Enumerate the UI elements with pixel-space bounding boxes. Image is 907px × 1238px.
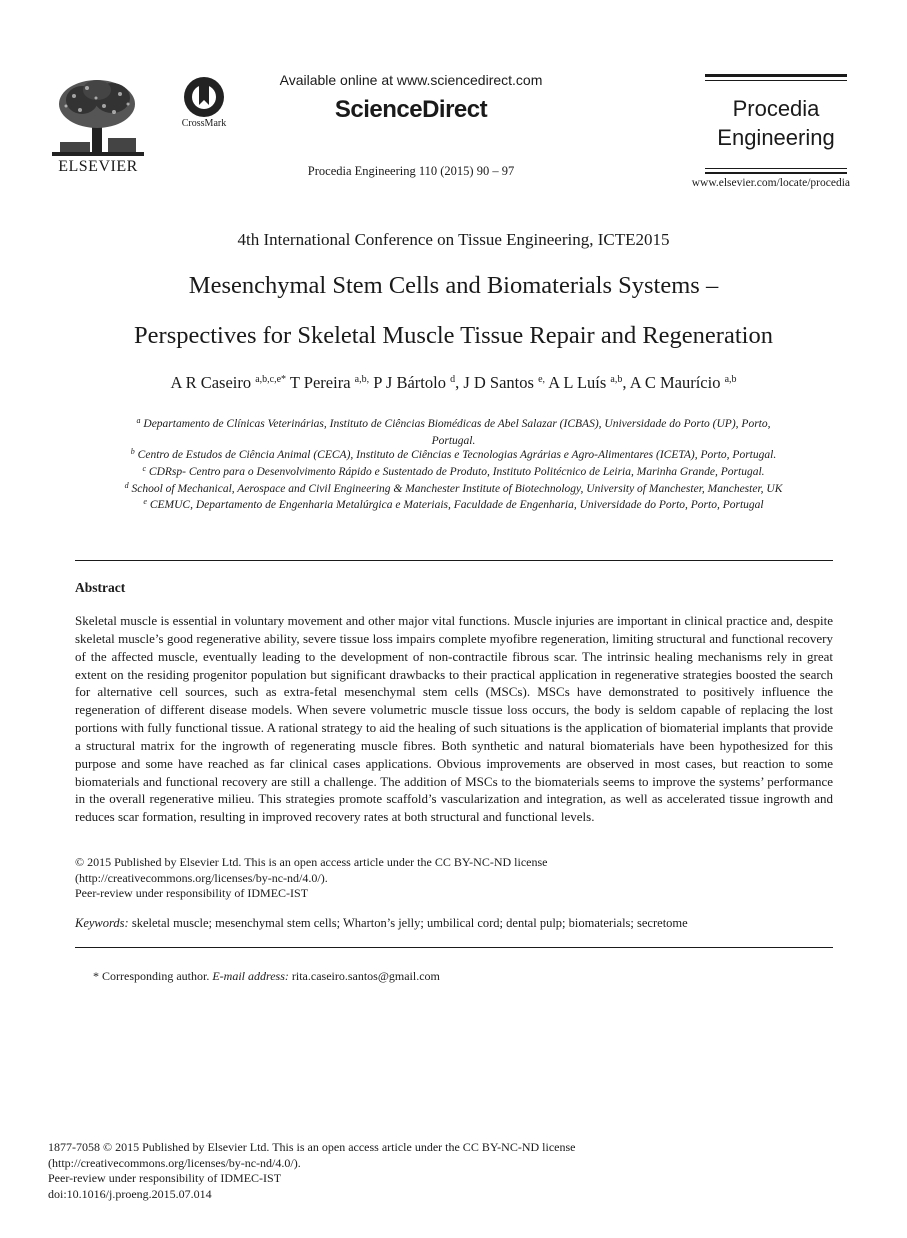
- article-title-line2: Perspectives for Skeletal Muscle Tissue Repair and Regeneration: [134, 322, 773, 349]
- author-affiliation-mark: a,b,: [354, 374, 370, 385]
- affiliation-mark: d: [124, 481, 129, 490]
- journal-title-line1: Procedia: [732, 96, 820, 121]
- section-divider: [75, 560, 833, 561]
- affiliation-e: [70, 497, 837, 514]
- crossmark-label: CrossMark: [181, 118, 227, 129]
- journal-title-line2: Engineering: [717, 125, 835, 150]
- abstract-text: Skeletal muscle is essential in voluntary movement and other major vital functions. Muscle injuries are important in clinical practice and, despite skeletal muscle’s good regenerative ability, severe tissue loss impairs complete myofibre regeneration, limiting structural and functional recovery of the affected muscle, eventually leading to the development of non-contractile fibrous scar. The intrinsic healing mechanisms rely in great extent on the residing progenitor population but significant drawbacks to their practical application in regenerative strategies boosted the search for alternative cell sources, such as extra-fetal mesenchymal stem cells (MSCs). MSCs have demonstrated to positively influence the regeneration of different disease models. When severe volumetric muscle tissue loss occurs, the body is seldom capable of replacing the lost portions with fully functional tissue. A rational strategy to aid the healing of such situations is the application of biomaterial implants that provide a structural matrix for the ingrowth of regenerating muscle fibres. Both synthetic and natural biomaterials have been hypothesized for this purpose and some have reached as far clinical cases applications. Obvious improvements are observed in most cases, but reaction to some biomaterials and functional recovery are still a challenge. The addition of MSCs to the biomaterials seems to improve the systems’ performance in the overall regenerative milieu. This strategies promote scaffold’s vascularization and integration, as well as accelerated tissue ingrowth and reduces scar formation, resulting in improved recovery rates at both structural and functional levels.: [75, 613, 833, 825]
- author-affiliation-mark: a,b,c,e*: [255, 374, 287, 385]
- keywords-text: skeletal muscle; mesenchymal stem cells; Wharton’s jelly; umbilical cord; dental pulp; biomaterials; secretome: [131, 916, 688, 930]
- corresponding-author: [93, 969, 440, 984]
- journal-rule: [705, 74, 847, 77]
- license-block: [75, 855, 833, 902]
- license-statement: © 2015 Published by Elsevier Ltd. This is an open access article under the CC BY-NC-ND license: [75, 855, 548, 869]
- affiliation-a: [70, 416, 837, 449]
- affiliation-mark: a: [136, 416, 141, 425]
- author-name: A L Luís: [548, 373, 607, 392]
- affiliation-d: [70, 481, 837, 498]
- elsevier-tree-logo: [52, 76, 144, 156]
- journal-url-link[interactable]: www.elsevier.com/locate/procedia: [691, 177, 850, 189]
- page-footer: [48, 1140, 848, 1202]
- peer-review-statement: Peer-review under responsibility of IDMEC-IST: [75, 886, 309, 900]
- affiliation-text: Portugal.: [431, 434, 476, 447]
- corresponding-prefix: * Corresponding author.: [93, 969, 210, 983]
- author-list: [30, 373, 877, 393]
- article-title-line1: Mesenchymal Stem Cells and Biomaterials Systems –: [188, 272, 719, 299]
- affiliation-mark: c: [142, 464, 147, 473]
- author-affiliation-mark: d: [450, 374, 456, 385]
- section-divider: [75, 947, 833, 948]
- affiliation-c: [70, 464, 837, 481]
- affiliation-text: CDRsp- Centro para o Desenvolvimento Rápido e Sustentado de Produto, Instituto Politécnico de Leiria, Marinha Grande, Portugal.: [148, 466, 765, 478]
- author-name: A C Maurício: [629, 373, 721, 392]
- journal-citation: Procedia Engineering 110 (2015) 90 – 97: [307, 164, 515, 178]
- author-affiliation-mark: e,: [538, 374, 546, 385]
- author-name: J D Santos: [463, 373, 534, 392]
- journal-rule: [705, 168, 847, 169]
- author-affiliation-mark: a,b: [724, 374, 737, 385]
- author-name: A R Caseiro: [170, 373, 252, 392]
- publisher-name: ELSEVIER: [58, 158, 138, 175]
- keywords: [75, 916, 833, 931]
- conference-name: 4th International Conference on Tissue Engineering, ICTE2015: [237, 230, 670, 249]
- affiliation-mark: b: [130, 447, 135, 456]
- email-link[interactable]: rita.caseiro.santos@gmail.com: [291, 969, 440, 983]
- footer-license-url-link[interactable]: (http://creativecommons.org/licenses/by-nc-nd/4.0/).: [48, 1155, 301, 1170]
- available-online-text: Available online at www.sciencedirect.com: [279, 72, 543, 88]
- author-affiliation-mark: a,b: [610, 374, 623, 385]
- author-name: T Pereira: [289, 373, 351, 392]
- keywords-label: Keywords:: [75, 916, 129, 930]
- author-separator: ,: [622, 373, 630, 392]
- email-label: E-mail address:: [212, 969, 289, 983]
- abstract-heading: Abstract: [75, 580, 126, 595]
- affiliation-text: School of Mechanical, Aerospace and Civil Engineering & Manchester Institute of Biotechnology, University of Manchester, Manchester, UK: [131, 483, 783, 495]
- journal-rule: [705, 172, 847, 174]
- affiliation-text: CEMUC, Departamento de Engenharia Metalúrgica e Materiais, Faculdade de Engenharia, Universidade do Porto, Porto, Portugal: [149, 499, 764, 511]
- affiliation-text: Centro de Estudos de Ciência Animal (CECA), Instituto de Ciências e Tecnologias Agrárias e Agro-Alimentares (ICETA), Porto, Portugal.: [137, 449, 777, 461]
- journal-rule: [705, 80, 847, 81]
- affiliation-b: [70, 447, 837, 464]
- sciencedirect-logo: ScienceDirect: [334, 96, 488, 123]
- footer-peer-review: Peer-review under responsibility of IDMEC-IST: [48, 1171, 282, 1185]
- affiliation-text: Departamento de Clínicas Veterinárias, Instituto de Ciências Biomédicas de Abel Salazar (ICBAS), Universidade do Porto (UP), Porto,: [143, 418, 771, 430]
- license-url-link[interactable]: (http://creativecommons.org/licenses/by-nc-nd/4.0/).: [75, 870, 328, 885]
- journal-title: [705, 94, 847, 152]
- author-name: P J Bártolo: [373, 373, 446, 392]
- affiliation-mark: e: [143, 497, 147, 506]
- footer-doi[interactable]: doi:10.1016/j.proeng.2015.07.014: [48, 1186, 212, 1201]
- footer-license: 1877-7058 © 2015 Published by Elsevier Ltd. This is an open access article under the CC BY-NC-ND license: [48, 1140, 576, 1154]
- abstract-body: [75, 612, 833, 826]
- author-separator: ,: [455, 373, 464, 392]
- crossmark-icon[interactable]: [183, 76, 225, 118]
